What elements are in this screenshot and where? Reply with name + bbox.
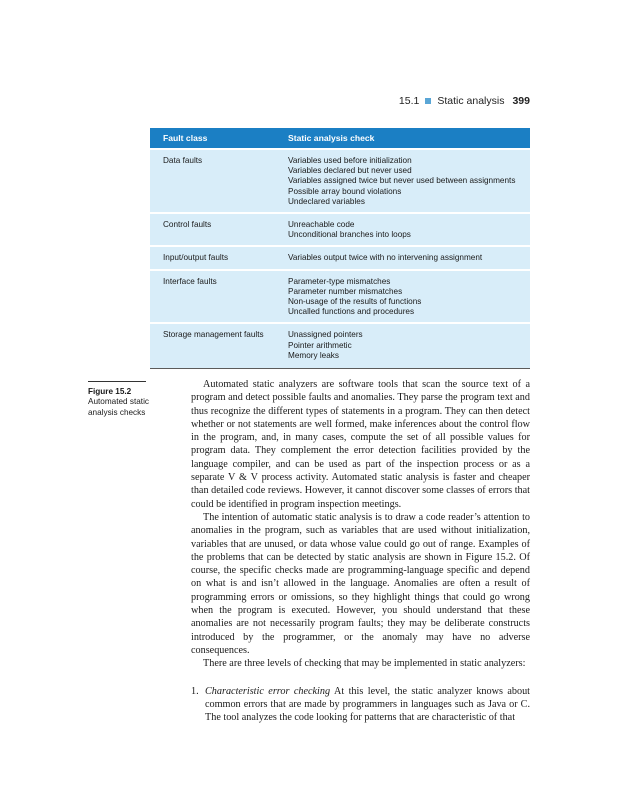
table-row: [150, 149, 530, 213]
checks-cell: [275, 270, 530, 324]
check-item: Variables declared but never used: [288, 166, 412, 176]
check-item: Parameter number mismatches: [288, 286, 403, 296]
figure-caption: [88, 381, 178, 418]
check-item: Variables output twice with no intervening assignment: [288, 253, 483, 263]
fault-class-cell: Storage management faults: [150, 323, 275, 368]
page-number: 399: [512, 95, 530, 107]
fault-class-cell: Interface faults: [150, 270, 275, 324]
check-item: Unassigned pointers: [288, 330, 363, 340]
checks-cell: [275, 149, 530, 213]
list-number: 1.: [191, 685, 199, 697]
figure-caption-text: Automated static analysis checks: [88, 397, 149, 417]
fault-class-cell: Input/output faults: [150, 246, 275, 269]
check-item: Uncalled functions and procedures: [288, 307, 415, 317]
check-item: Unreachable code: [288, 220, 355, 230]
table-row: [150, 213, 530, 246]
list-term: Characteristic error checking: [205, 685, 331, 697]
check-item: Possible array bound violations: [288, 186, 402, 196]
table-row: [150, 270, 530, 324]
section-title: Static analysis: [437, 95, 505, 107]
check-item: Unconditional branches into loops: [288, 230, 411, 240]
check-item: Variables assigned twice but never used between assignments: [288, 176, 516, 186]
paragraph: Automated static analyzers are software tools that scan the source text of a program and detect possible faults and anomalies. They parse the program text and thus recognize the different types of statements in a program. They can then detect whether or not statements are well formed, make inferences about the control flow in the program, and, in many cases, compute the set of all possible values for program data. They complement the error detection facilities provided by the language compiler, and can be used as part of the inspection process or as a separate V & V process activity. Automated static analysis is faster and cheaper than detailed code reviews. However, it cannot discover some classes of errors that could be identified in program inspection meetings.: [191, 379, 530, 510]
fault-class-header: Fault class: [150, 128, 275, 149]
running-header: [0, 95, 530, 107]
static-analysis-checks-table: [150, 128, 530, 369]
check-item: Variables used before initialization: [288, 156, 412, 165]
checks-cell: [275, 323, 530, 368]
check-item: Pointer arithmetic: [288, 340, 352, 350]
list-text: At this level, the static analyzer knows about common errors that are made by programmers in languages such as Java or C. The tool analyzes the code looking for patterns that are characteristic of that: [205, 685, 530, 724]
body-text: [191, 378, 530, 724]
paragraph: The intention of automatic static analysis is to draw a code reader’s attention to anomalies in the program, such as variables that are used without initialization, variables that are unused, or data whose value could go out of range. Examples of the problems that can be detected by static analysis are shown in Figure 15.2. Of course, the specific checks made are programming-language specific and depend on what is and isn’t allowed in the language. Anomalies are often a result of programming errors or omissions, so they highlight things that could go wrong when the program is executed. However, you should understand that these anomalies are not necessarily program faults; they may be deliberate constructs introduced by the programmer, or the anomaly may have no adverse consequences.: [191, 511, 530, 656]
table-row: [150, 323, 530, 368]
fault-class-cell: Control faults: [150, 213, 275, 246]
square-bullet-icon: [425, 98, 431, 104]
check-item: Memory leaks: [288, 350, 339, 360]
check-item: Parameter-type mismatches: [288, 276, 391, 286]
caption-rule: [88, 381, 146, 382]
table-row: [150, 246, 530, 269]
checks-cell: [275, 246, 530, 269]
section-number: 15.1: [398, 95, 420, 107]
checks-cell: [275, 213, 530, 246]
check-item: Non-usage of the results of functions: [288, 297, 422, 307]
fault-class-cell: Data faults: [150, 149, 275, 213]
table-header-row: [150, 128, 530, 149]
check-header: Static analysis check: [275, 128, 530, 149]
figure-number: Figure 15.2: [88, 387, 132, 396]
list-item: [191, 685, 530, 725]
paragraph: There are three levels of checking that may be implemented in static analyzers:: [203, 658, 526, 670]
check-item: Undeclared variables: [288, 196, 365, 206]
